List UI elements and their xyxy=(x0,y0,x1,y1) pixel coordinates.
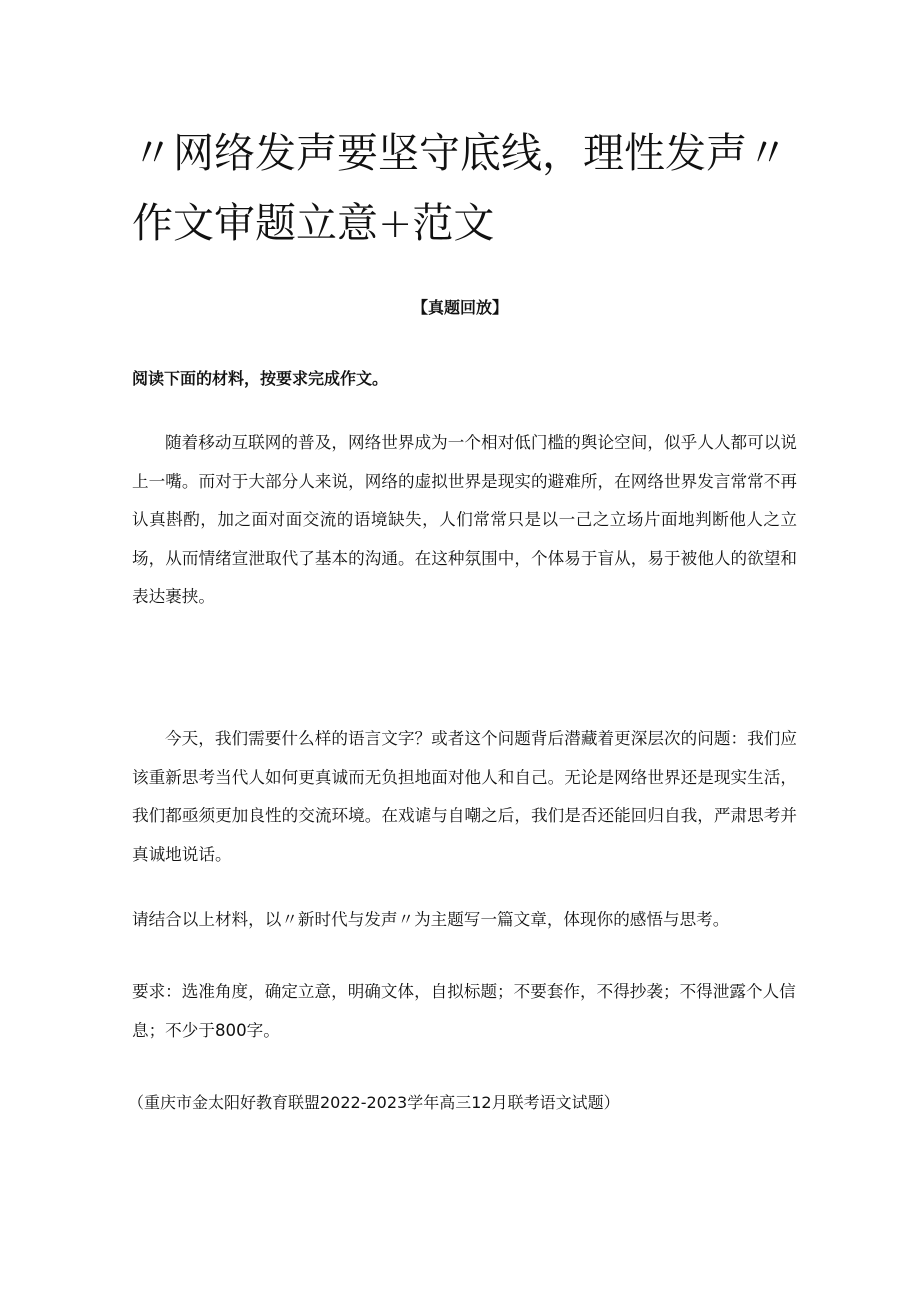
document-title xyxy=(132,118,832,258)
writing-prompt: 请结合以上材料，以〃新时代与发声〃为主题写一篇文章，体现你的感悟与思考。 xyxy=(132,910,730,929)
source-citation: （重庆市金太阳好教育联盟2022-2023学年高三12月联考语文试题） xyxy=(128,1093,620,1112)
title-line-1: 〃网络发声要坚守底线，理性发声〃 xyxy=(132,129,788,177)
title-line-2: 作文审题立意+范文 xyxy=(132,199,495,247)
material-paragraph-1: 随着移动互联网的普及，网络世界成为一个相对低门槛的舆论空间，似乎人人都可以说上一嘴。而对于大部分人来说，网络的虚拟世界是现实的避难所，在网络世界发言常常不再认真斟酌，加之面对面交流的语境缺失，人们常常只是以一己之立场片面地判断他人之立场，从而情绪宣泄取代了基本的沟通。在这种氛围中，个体易于盲从，易于被他人的欲望和表达裹挟。 xyxy=(132,433,797,606)
requirements-text: 要求：选准角度，确定立意，明确文体，自拟标题；不要套作，不得抄袭；不得泄露个人信息；不少于800字。 xyxy=(132,982,796,1040)
instruction-text: 阅读下面的材料，按要求完成作文。 xyxy=(132,369,389,388)
section-heading: 【真题回放】 xyxy=(411,298,508,317)
material-paragraph-2: 今天，我们需要什么样的语言文字？或者这个问题背后潜藏着更深层次的问题：我们应该重新思考当代人如何更真诚而无负担地面对他人和自己。无论是网络世界还是现实生活，我们都亟须更加良性的交流环境。在戏谑与自嘲之后，我们是否还能回归自我，严肃思考并真诚地说话。 xyxy=(132,729,797,864)
